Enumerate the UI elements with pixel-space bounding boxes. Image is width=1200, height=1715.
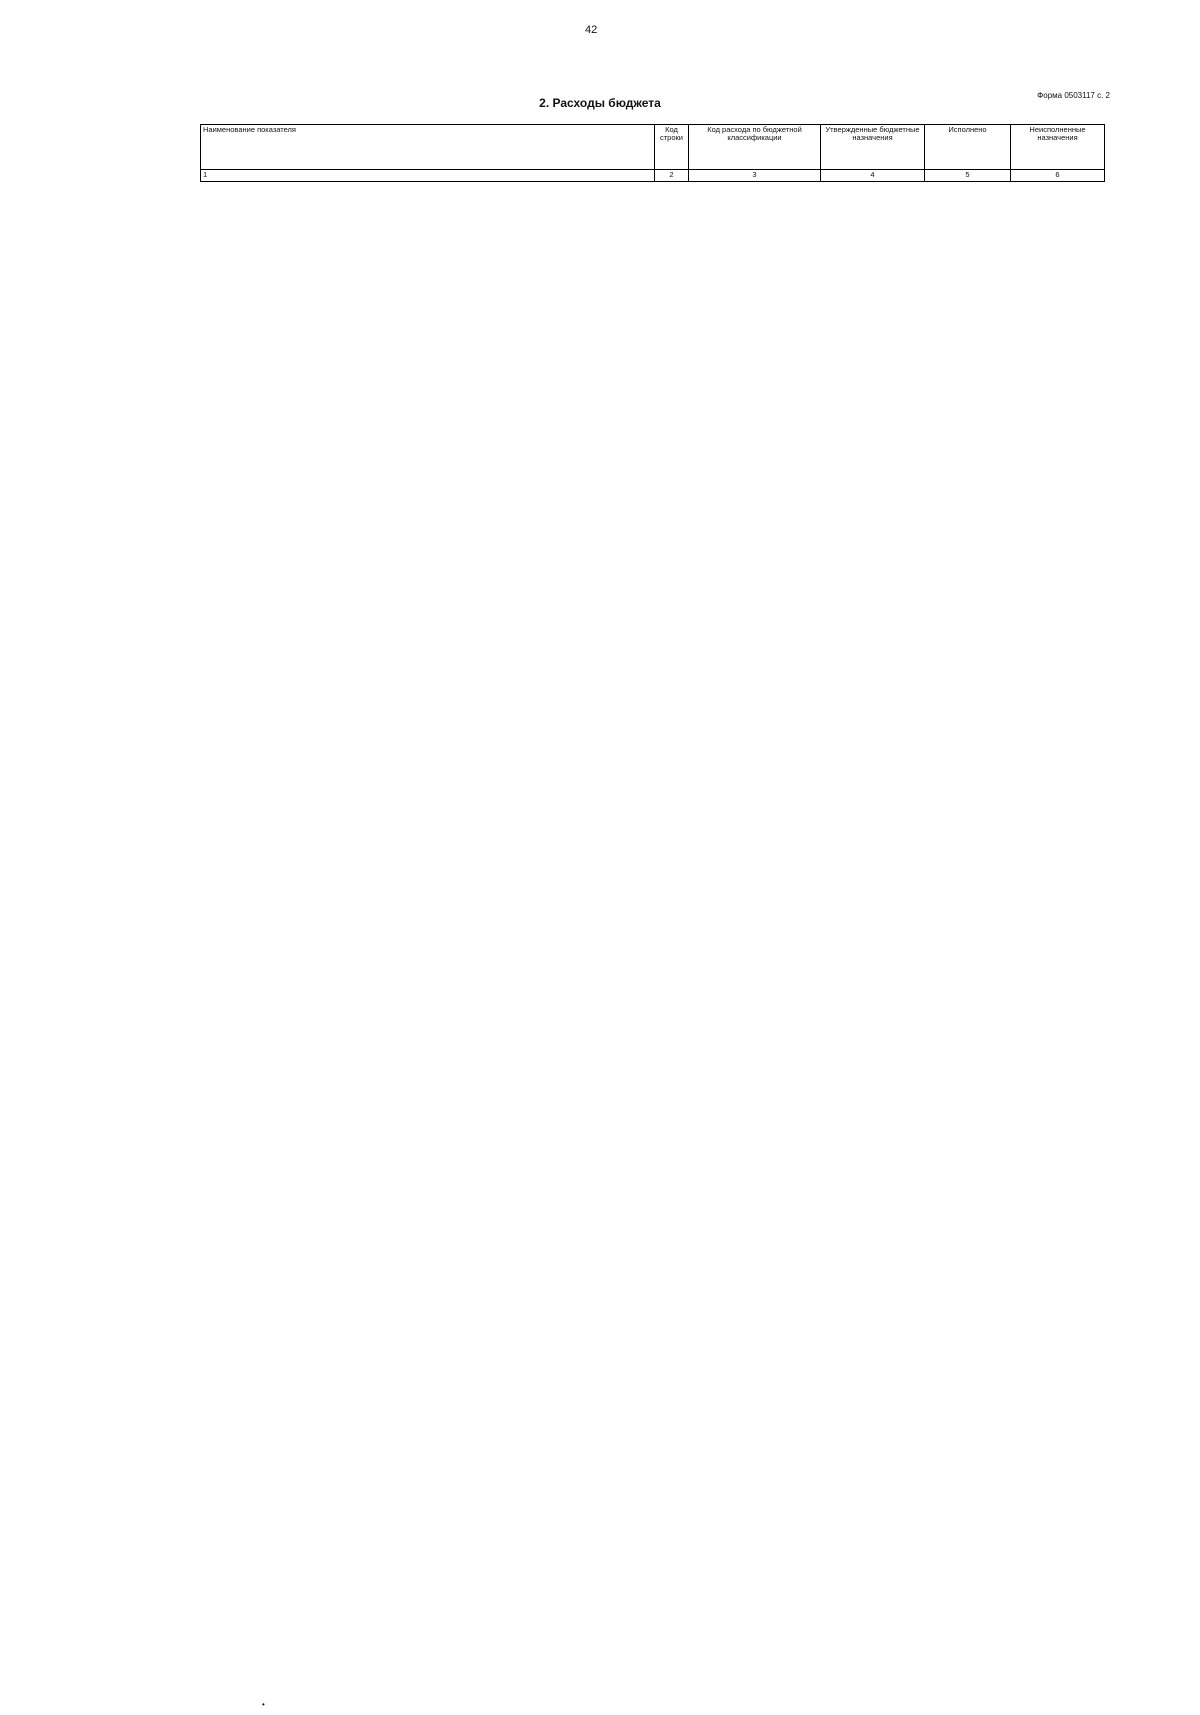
page-title: 2. Расходы бюджета	[539, 96, 661, 110]
column-number: 4	[821, 170, 925, 182]
column-number: 3	[689, 170, 821, 182]
column-number: 5	[925, 170, 1011, 182]
column-header-name: Наименование показателя	[201, 125, 655, 170]
column-header-approved: Утвержденные бюджетные назначения	[821, 125, 925, 170]
page-number: 42	[585, 24, 598, 36]
column-number-row	[201, 170, 1105, 182]
column-header-line-code: Код строки	[655, 125, 689, 170]
budget-expenditure-table	[200, 124, 1105, 182]
column-number: 6	[1011, 170, 1105, 182]
form-code: Форма 0503117 с. 2	[1037, 91, 1110, 100]
column-header-executed: Исполнено	[925, 125, 1011, 170]
header-row	[201, 125, 1105, 170]
column-header-classification-code: Код расхода по бюджетной классификации	[689, 125, 821, 170]
footer-mark: •	[262, 1700, 265, 1709]
column-header-unexecuted: Неисполненные назначения	[1011, 125, 1105, 170]
column-number: 1	[201, 170, 655, 182]
column-number: 2	[655, 170, 689, 182]
